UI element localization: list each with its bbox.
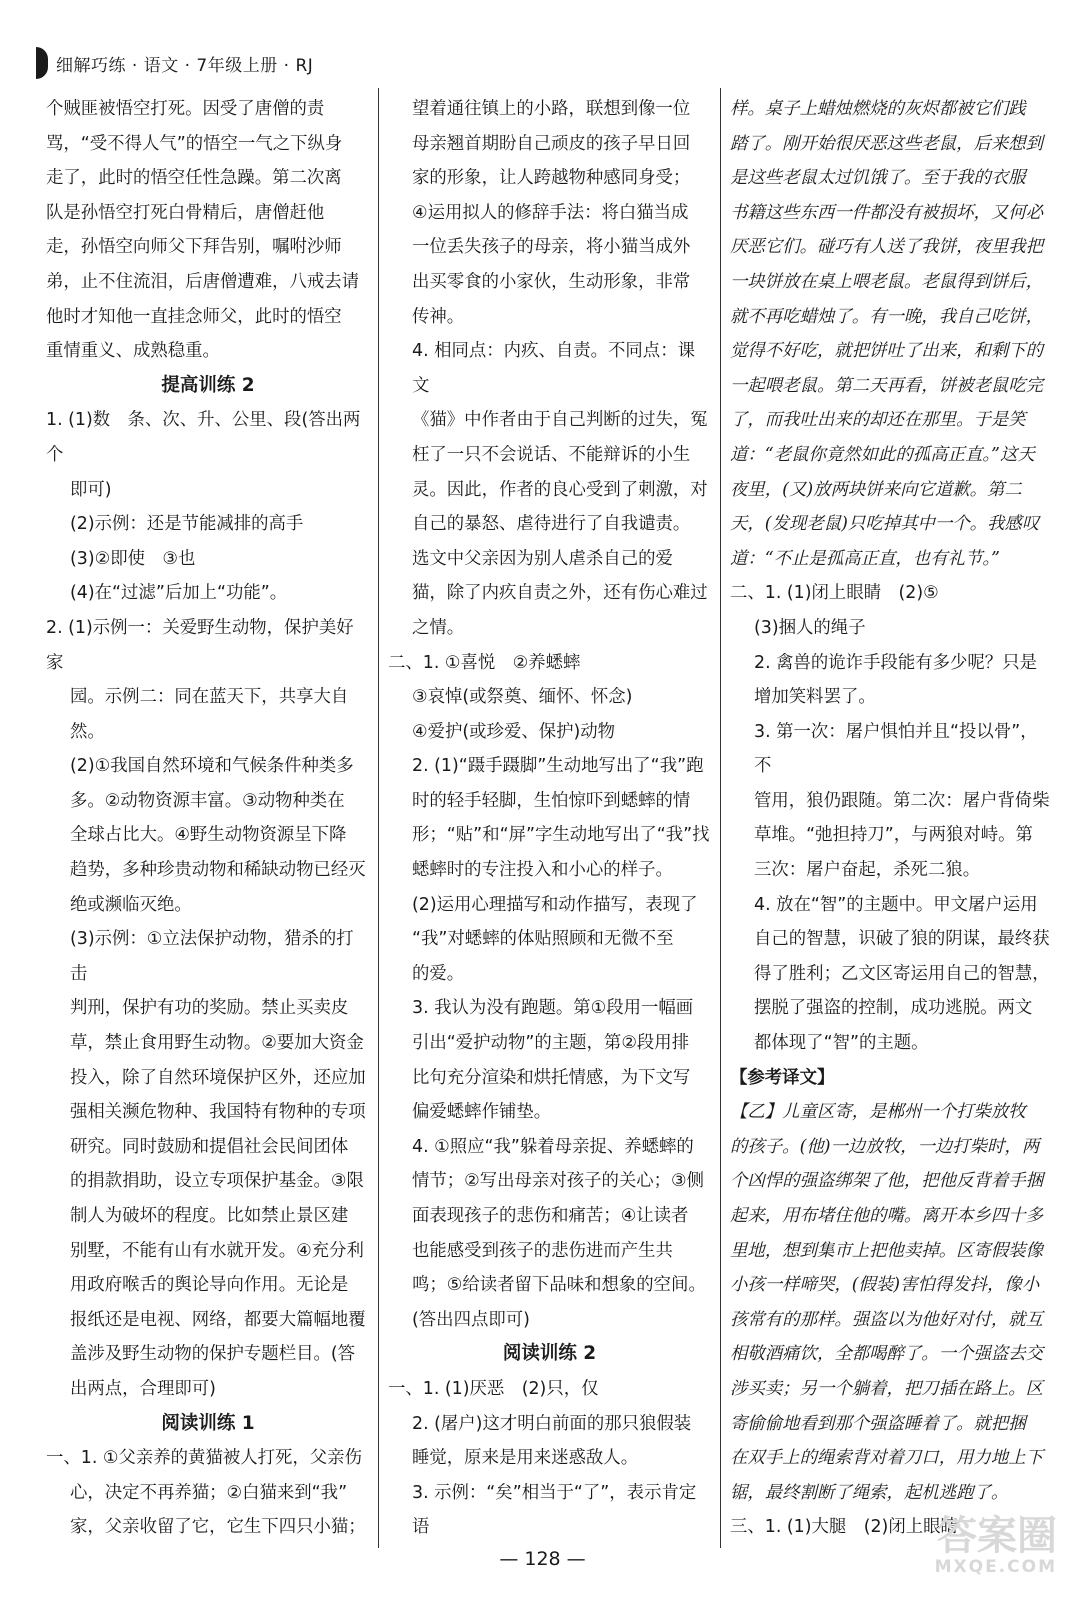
text-line: 草，禁止食用野生动物。②要加大资金 bbox=[70, 1033, 364, 1054]
text-line: 鸣；⑤给读者留下品味和想象的空间。 bbox=[412, 1275, 706, 1296]
text-line: 摆脱了强盗的控制，成功逃脱。两文 bbox=[754, 998, 1033, 1019]
translation-line: 了，而我吐出来的却还在那里。于是笑 bbox=[730, 410, 1026, 431]
text-line: 都体现了“智”的主题。 bbox=[754, 1033, 929, 1054]
text-line: ④爱护(或珍爱、保护)动物 bbox=[412, 721, 616, 742]
translation-line: 起来，用布堵住他的嘴。离开本乡四十多 bbox=[730, 1206, 1044, 1226]
text-line: 传神。 bbox=[412, 306, 465, 327]
text-line: 望着通往镇上的小路，联想到像一位 bbox=[412, 99, 691, 119]
translation-line: 踏了。刚开始很厌恶这些老鼠，后来想到 bbox=[730, 133, 1044, 154]
text-line: 骂，“受不得人气”的悟空一气之下纵身 bbox=[46, 133, 343, 154]
text-line: 自己的智慧，识破了狼的阴谋，最终获 bbox=[754, 929, 1050, 950]
text-line: 母亲翘首期盼自己顽皮的孩子早日回 bbox=[412, 133, 691, 154]
translation-line: 锯，最终割断了绳索，起机逃跑了。 bbox=[730, 1482, 1009, 1503]
text-line: 枉了一只不会说话、不能辩诉的小生 bbox=[412, 444, 691, 465]
text-line: 4. 相同点：内疚、自责。不同点：课文 bbox=[412, 341, 695, 396]
translation-line: 【乙】儿童区寄，是郴州一个打柴放牧 bbox=[730, 1102, 1026, 1123]
translation-line: 书籍这些东西一件都没有被损坏，又何必 bbox=[730, 202, 1044, 223]
text-line: 3. 第一次：屠户惧怕并且“投以骨”，不 bbox=[754, 721, 1038, 777]
text-line: 盖涉及野生动物的保护专题栏目。(答 bbox=[70, 1344, 356, 1365]
text-line: (2)运用心理描写和动作描写，表现了 bbox=[412, 894, 698, 915]
watermark-url: MXQE.COM bbox=[934, 1557, 1057, 1577]
column-divider bbox=[720, 88, 721, 1548]
section-heading: 阅读训练 2 bbox=[502, 1343, 597, 1365]
column-divider bbox=[378, 88, 379, 1548]
translation-line: 个凶悍的强盗绑架了他，把他反背着手捆 bbox=[730, 1171, 1044, 1192]
text-line: 队是孙悟空打死白骨精后，唐僧赶他 bbox=[46, 202, 325, 223]
text-column-right bbox=[730, 92, 1054, 1542]
text-line: 自己的暴怒、虐待进行了自我谴责。 bbox=[412, 514, 691, 535]
text-line: (3)示例：①立法保护动物，猎杀的打击 bbox=[70, 929, 354, 984]
watermark-logo bbox=[847, 1513, 1057, 1586]
section-heading: 阅读训练 1 bbox=[161, 1412, 255, 1434]
text-line: 2. (1)“蹑手蹑脚”生动地写出了“我”跑 bbox=[412, 756, 704, 777]
text-line: 睡觉，原来是用来迷惑敌人。 bbox=[412, 1448, 639, 1469]
text-line: 强相关濒危物种、我国特有物种的专项 bbox=[70, 1102, 366, 1123]
translation-line: 就不再吃蜡烛了。有一晚，我自己吃饼， bbox=[730, 306, 1044, 327]
text-line: 园。示例二：同在蓝天下，共享大自然。 bbox=[70, 687, 349, 742]
text-line: 报纸还是电视、网络，都要大篇幅地覆 bbox=[70, 1309, 366, 1330]
text-line: 投入，除了自然环境保护区外，还应加 bbox=[70, 1067, 366, 1088]
text-line: (4)在“过滤”后加上“功能”。 bbox=[70, 583, 288, 604]
text-line: 一、1. ①父亲养的黄猫被人打死，父亲伤 bbox=[46, 1448, 362, 1469]
text-line: (2)①我国自然环境和气候条件种类多 bbox=[70, 756, 354, 777]
translation-line: 道：“不止是孤高正直，也有礼节。” bbox=[730, 548, 1000, 569]
text-line: 家，父亲收留了它，它生下四只小猫； bbox=[70, 1517, 366, 1538]
text-line: 他时才知他一直挂念师父，此时的悟空 bbox=[46, 306, 342, 327]
text-line: 2. 禽兽的诡诈手段能有多少呢？只是 bbox=[754, 652, 1037, 673]
text-line: 1. (1)数 条、次、升、公里、段(答出两个 bbox=[46, 410, 361, 465]
text-line: 心，决定不再养猫；②白猫来到“我” bbox=[70, 1482, 348, 1503]
text-line: 制人为破坏的程度。比如禁止景区建 bbox=[70, 1206, 349, 1226]
text-line: 一、1. (1)厌恶 (2)只，仅 bbox=[388, 1378, 599, 1399]
translation-line: 觉得不好吃，就把饼吐了出来，和剩下的 bbox=[730, 341, 1044, 362]
text-line: 引出“爱护动物”的主题，第②段用排 bbox=[412, 1033, 690, 1054]
translation-line: 的孩子。(他)一边放牧，一边打柴时，两 bbox=[730, 1136, 1040, 1157]
page-header bbox=[36, 46, 313, 80]
text-line: 得了胜利；乙文区寄运用自己的智慧， bbox=[754, 963, 1050, 984]
text-line: 重情重义、成熟稳重。 bbox=[46, 341, 220, 362]
translation-line: 涉买卖；另一个躺着，把刀插在路上。区 bbox=[730, 1378, 1044, 1399]
text-line: 3. 示例：“矣”相当于“了”，表示肯定语 bbox=[412, 1482, 697, 1538]
text-line: 多。②动物资源丰富。③动物种类在 bbox=[70, 790, 345, 811]
page-number: — 128 — bbox=[499, 1548, 586, 1570]
translation-line: 道：“老鼠你竟然如此的孤高正直。”这天 bbox=[730, 444, 1035, 465]
text-line: 管用，狼仍跟随。第二次：屠户背倚柴 bbox=[754, 790, 1050, 811]
translation-line: 是这些老鼠太过饥饿了。至于我的衣服 bbox=[730, 168, 1026, 189]
watermark-text: 答案圈 bbox=[937, 1513, 1057, 1559]
text-line: 二、1. ①喜悦 ②养蟋蟀 bbox=[388, 652, 581, 673]
text-line: 4. ①照应“我”躲着母亲捉、养蟋蟀的 bbox=[412, 1136, 694, 1157]
text-line: 蟋蟀时的专注投入和小心的样子。 bbox=[412, 860, 673, 881]
text-line: 增加笑料罢了。 bbox=[754, 687, 876, 708]
section-heading: 提高训练 2 bbox=[161, 374, 255, 396]
text-line: 全球占比大。④野生动物资源呈下降 bbox=[70, 825, 347, 846]
text-line: 偏爱蟋蟀作铺垫。 bbox=[412, 1102, 552, 1123]
translation-line: 小孩一样啼哭，(假装)害怕得发抖，像小 bbox=[730, 1275, 1040, 1296]
text-line: 走了，此时的悟空任性急躁。第二次离 bbox=[46, 168, 342, 189]
text-line: 4. 放在“智”的主题中。甲文屠户运用 bbox=[754, 894, 1038, 915]
translation-line: 里地，想到集市上把他卖掉。区寄假装像 bbox=[730, 1240, 1044, 1261]
header-marker bbox=[36, 47, 48, 79]
text-line: 家的形象，让人跨越物种感同身受； bbox=[412, 168, 691, 189]
text-line: 三、1. (1)大腿 (2)闭上眼睛 bbox=[730, 1517, 958, 1538]
text-line: 研究。同时鼓励和提倡社会民间团体 bbox=[70, 1136, 349, 1157]
text-line: 时的轻手轻脚，生怕惊吓到蟋蟀的情 bbox=[412, 790, 691, 811]
text-line: 2. (1)示例一：关爱野生动物，保护美好家 bbox=[46, 617, 354, 673]
text-line: (答出四点即可) bbox=[412, 1309, 530, 1330]
text-line: 比句充分渲染和烘托情感，为下文写 bbox=[412, 1067, 691, 1088]
translation-line: 厌恶它们。碰巧有人送了我饼，夜里我把 bbox=[730, 237, 1044, 258]
translation-line: 在双手上的绳索背对着刀口，用力地上下 bbox=[730, 1448, 1044, 1469]
text-line: (3)②即使 ③也 bbox=[70, 548, 196, 569]
reference-translation-label: 【参考译文】 bbox=[730, 1067, 835, 1088]
text-line: “我”对蟋蟀的体贴照顾和无微不至 bbox=[412, 929, 674, 950]
text-line: ③哀悼(或祭奠、缅怀、怀念) bbox=[412, 687, 633, 708]
text-line: (2)示例：还是节能减排的高手 bbox=[70, 514, 304, 535]
text-line: 弟，止不住流泪，后唐僧遭难，八戒去请 bbox=[46, 271, 360, 292]
translation-line: 寄偷偷地看到那个强盗睡着了。就把捆 bbox=[730, 1413, 1026, 1434]
translation-line: 孩常有的那样。强盗以为他好对付，就互 bbox=[730, 1309, 1044, 1330]
header-title: 细解巧练 · 语文 · 7年级上册 · RJ bbox=[56, 55, 314, 76]
text-line: 《猫》中作者由于自己判断的过失，冤 bbox=[412, 410, 708, 431]
text-line: 面表现孩子的悲伤和痛苦；④让读者 bbox=[412, 1206, 689, 1226]
translation-line: 天，(发现老鼠)只吃掉其中一个。我感叹 bbox=[730, 514, 1040, 535]
text-line: 绝或濒临灭绝。 bbox=[70, 894, 192, 915]
text-line: ④运用拟人的修辞手法：将白猫当成 bbox=[412, 202, 689, 223]
text-column-left bbox=[46, 92, 370, 1542]
text-column-middle bbox=[388, 92, 711, 1542]
text-line: 走，孙悟空向师父下拜告别，嘱咐沙师 bbox=[46, 237, 342, 258]
text-line: 的捐款捐助，设立专项保护基金。③限 bbox=[70, 1171, 364, 1192]
text-line: 出两点，合理即可) bbox=[70, 1378, 216, 1399]
text-line: 的爱。 bbox=[412, 963, 465, 984]
text-line: 选文中父亲因为别人虐杀自己的爱 bbox=[412, 548, 673, 569]
text-line: 别墅，不能有山有水就开发。④充分利 bbox=[70, 1240, 364, 1261]
text-line: (3)捆人的绳子 bbox=[754, 617, 866, 638]
text-line: 一位丢失孩子的母亲，将小猫当成外 bbox=[412, 237, 691, 258]
text-line: 猫，除了内疚自责之外，还有伤心难过 bbox=[412, 583, 708, 604]
text-line: 草堆。“弛担持刀”，与两狼对峙。第 bbox=[754, 825, 1033, 846]
translation-line: 一起喂老鼠。第二天再看，饼被老鼠吃完 bbox=[730, 375, 1044, 396]
text-line: 3. 我认为没有跑题。第①段用一幅画 bbox=[412, 998, 694, 1019]
text-line: 2. (屠户)这才明白前面的那只狼假装 bbox=[412, 1413, 692, 1434]
text-line: 情节；②写出母亲对孩子的关心；③侧 bbox=[412, 1171, 705, 1192]
text-line: 也能感受到孩子的悲伤进而产生共 bbox=[412, 1240, 673, 1261]
text-line: 灵。因此，作者的良心受到了刺激，对 bbox=[412, 479, 708, 500]
text-line: 趋势，多种珍贵动物和稀缺动物已经灭 bbox=[70, 860, 366, 881]
text-line: 出买零食的小家伙，生动形象，非常 bbox=[412, 271, 691, 292]
text-line: 三次：屠户奋起，杀死二狼。 bbox=[754, 860, 981, 881]
text-line: 即可) bbox=[70, 479, 112, 500]
text-line: 用政府喉舌的舆论导向作用。无论是 bbox=[70, 1275, 349, 1296]
translation-line: 夜里，(又)放两块饼来向它道歉。第二 bbox=[730, 479, 1022, 500]
translation-line: 样。桌子上蜡烛燃烧的灰烬都被它们践 bbox=[730, 99, 1026, 119]
text-line: 二、1. (1)闭上眼睛 (2)⑤ bbox=[730, 583, 939, 604]
text-line: 之情。 bbox=[412, 617, 465, 638]
text-line: 判刑，保护有功的奖励。禁止买卖皮 bbox=[70, 998, 349, 1019]
translation-line: 相敬酒痛饮，全都喝醉了。一个强盗去交 bbox=[730, 1344, 1044, 1365]
text-line: 形；“贴”和“屏”字生动地写出了“我”找 bbox=[412, 825, 710, 846]
translation-line: 一块饼放在桌上喂老鼠。老鼠得到饼后， bbox=[730, 271, 1044, 292]
text-line: 个贼匪被悟空打死。因受了唐僧的责 bbox=[46, 99, 325, 119]
